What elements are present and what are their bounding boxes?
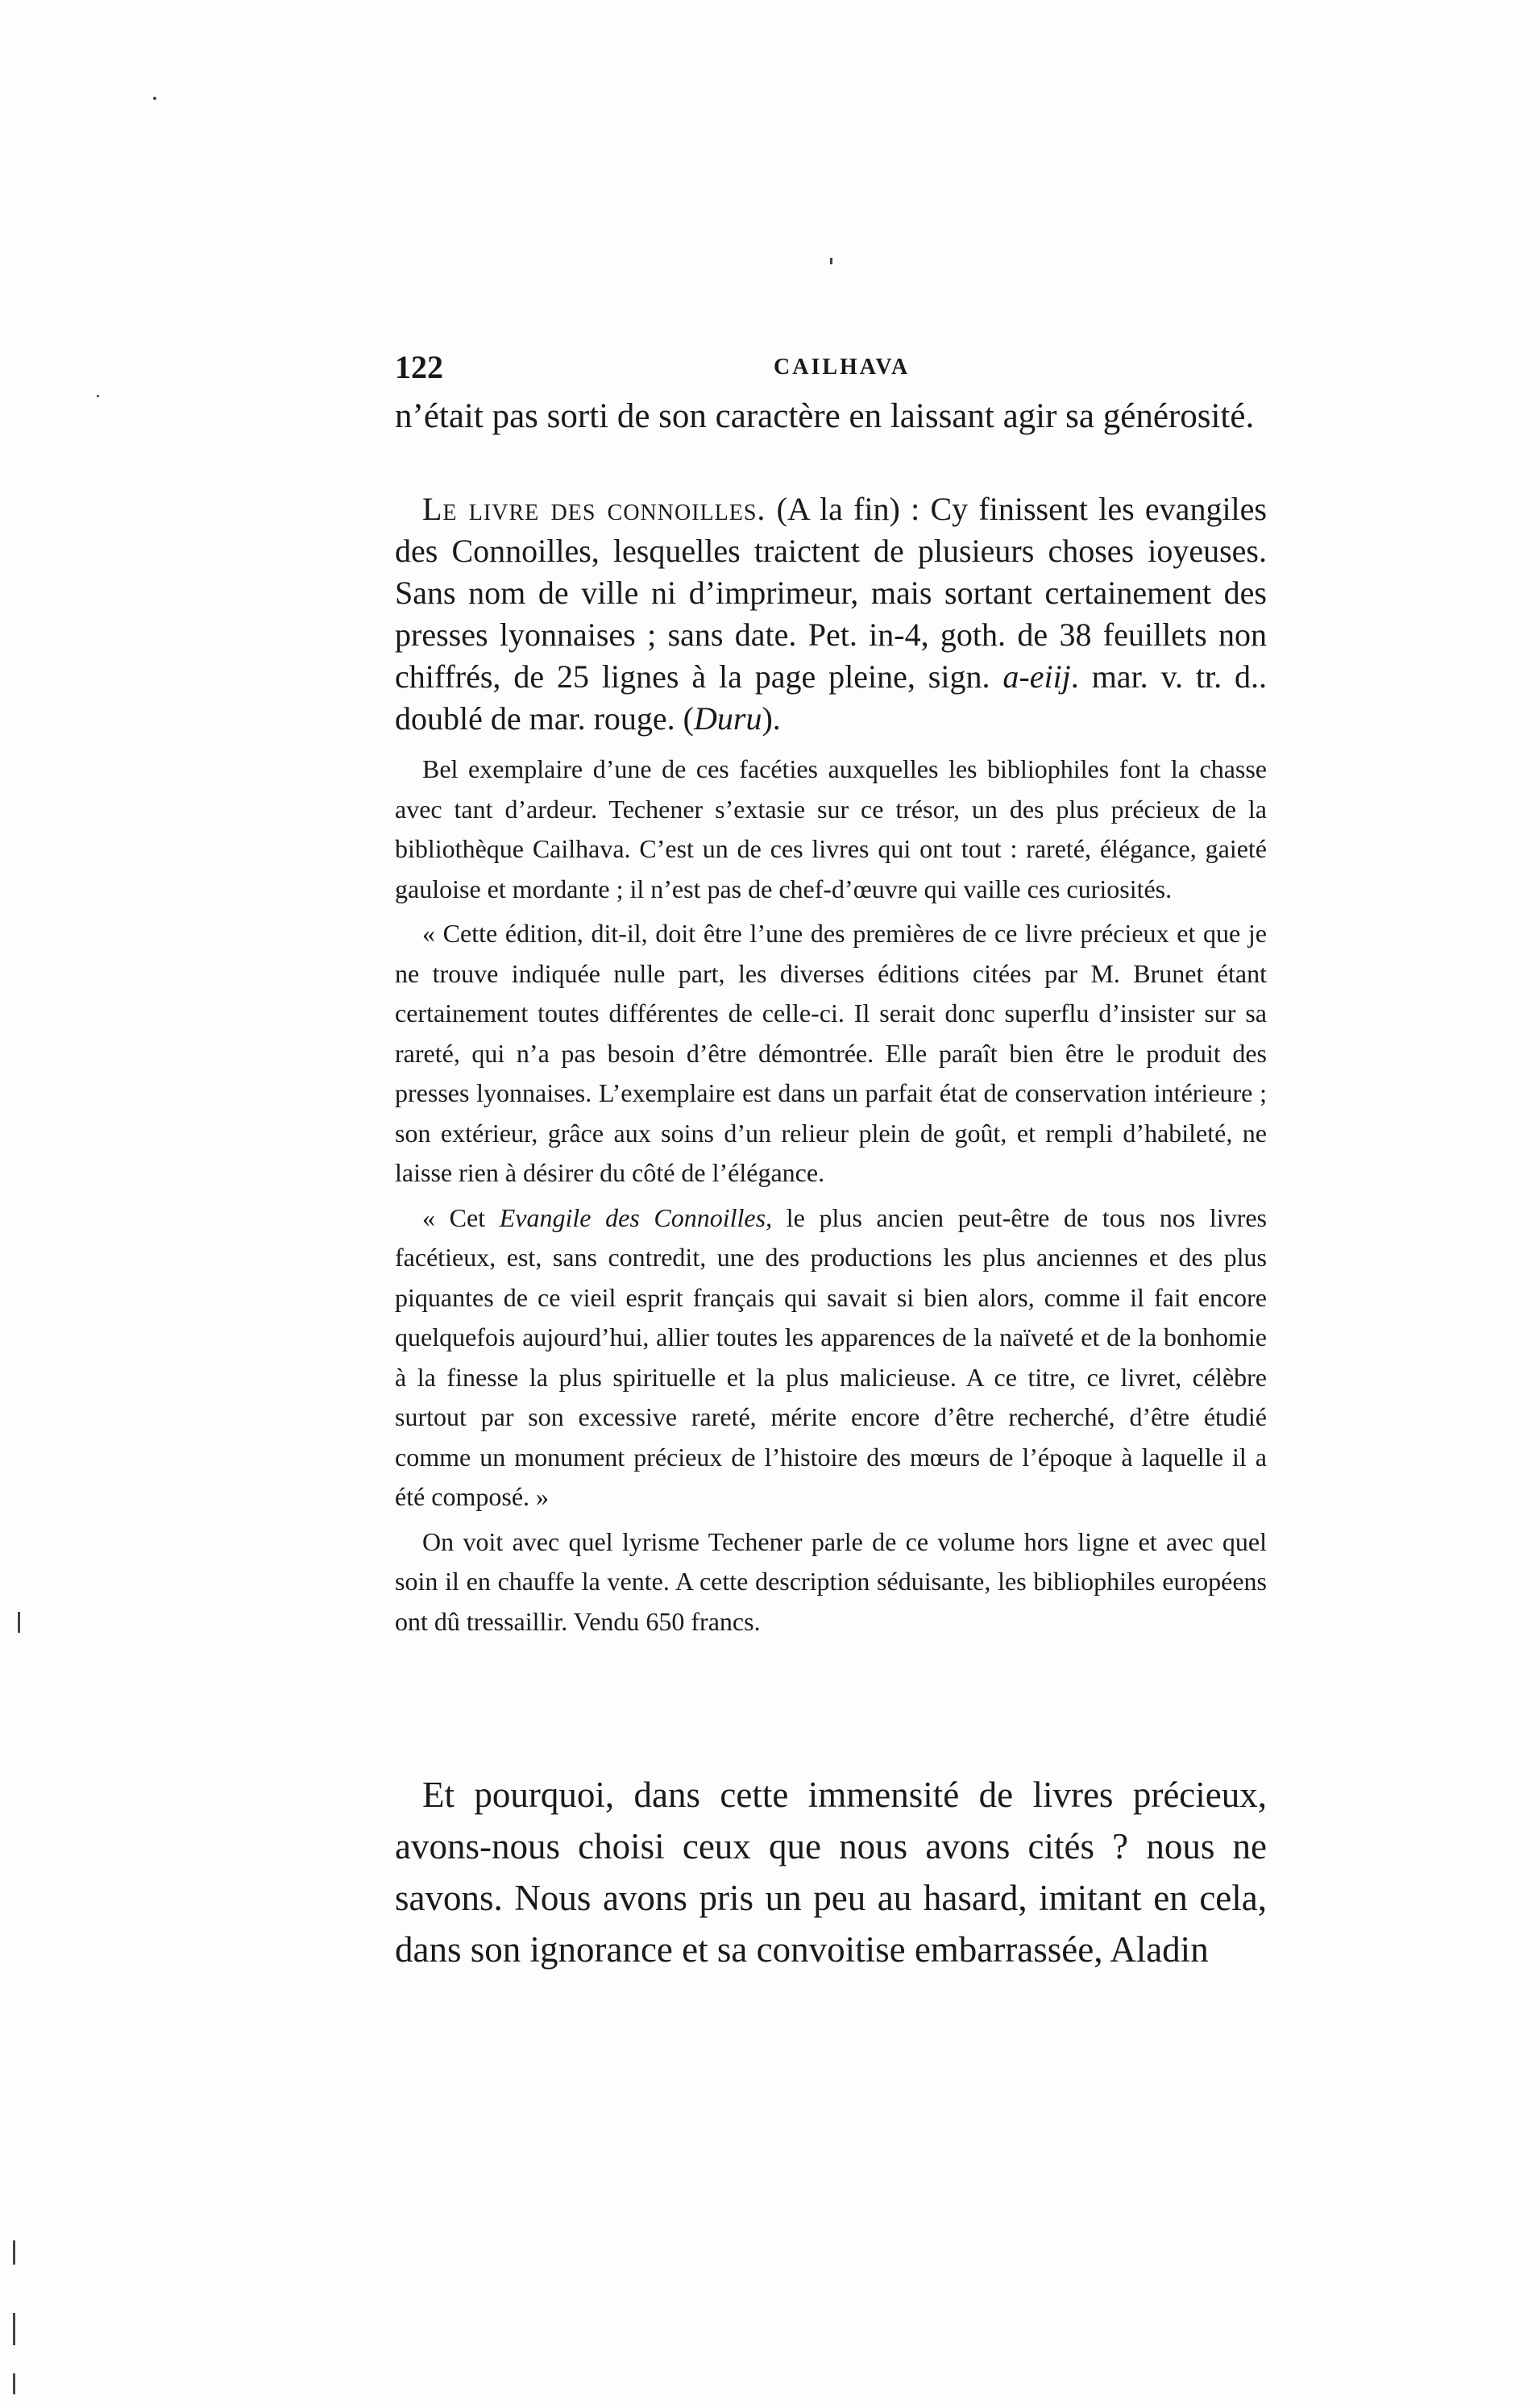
page-number: 122 [395, 349, 443, 385]
intro-paragraph [395, 395, 1267, 438]
running-title: CAILHAVA [774, 355, 911, 380]
entry-close: ). [762, 700, 781, 737]
note-3-rest: le plus ancien peut-être de tous nos livres facétieux, est, sans contredit, une des productions les plus anciennes et des plus piquantes de ce vieil esprit français qui savait si bien alors, comme il fait encore quelquefois aujourd’hui, allier toutes les apparences de la naïveté et de la bonhomie à la finesse la plus spirituelle et la plus malicieuse. A ce titre, ce livret, célèbre surtout par son excessive rareté, mérite encore d’être recherché, d’être étudié comme un monument précieux de l’histoire des mœurs de l’époque à laquelle il a été composé. » [395, 1202, 1268, 1511]
note-paragraph-2: « Cette édition, dit-il, doit être l’une des premières de ce livre précieux et que je ne trouve indiquée nulle part, les diverses éditions citées par M. Brunet étant certainement toutes différentes de celle-ci. Il serait donc superflu d’insister sur sa rareté, qui n’a pas besoin d’être démontrée. Elle paraît bien être le produit des presses lyonnaises. L’exemplaire est dans un parfait état de conservation intérieure ; son extérieur, grâce aux soins d’un relieur plein de goût, et rempli d’habileté, ne laisse rien à désirer du côté de l’élégance. [395, 919, 1267, 1187]
entry-description: (A la fin) : Cy finissent les evangiles des Connoilles, lesquelles traictent de plusieurs choses ioyeuses. Sans nom de ville ni d’imprimeur, mais sortant certainement des presses lyonnaises ; sans date. Pet. in-4, goth. de 38 feuillets non chiffrés, de 25 lignes à la page pleine, sign. [395, 491, 1267, 695]
margin-speck [13, 2240, 15, 2265]
intro-text: n’était pas sorti de son caractère en laissant agir sa générosité. [395, 397, 1255, 435]
margin-speck [13, 2373, 15, 2394]
entry-binding: . mar. v. tr. d.. doublé de mar. rouge. ( [395, 658, 1268, 737]
margin-speck [97, 395, 99, 397]
running-head [395, 348, 1267, 388]
margin-speck [18, 1612, 20, 1633]
closing-paragraph [395, 1769, 1267, 1975]
entry-notes [395, 749, 1267, 1646]
closing-text: Et pourquoi, dans cette immensité de livres précieux, avons-nous choisi ceux que nous avons cités ? nous ne savons. Nous avons pris un peu au hasard, imitant en cela, dans son ignorance et sa convoitise embarrassée, Aladin [395, 1775, 1267, 1970]
margin-speck [13, 2313, 15, 2345]
note-paragraph-3 [395, 1198, 1267, 1518]
entry-binder: Duru [694, 700, 762, 737]
entry-signatures: a-eiij [1002, 658, 1071, 695]
note-3-title: Evangile des Connoilles, [499, 1202, 773, 1232]
bibliographic-entry [395, 488, 1267, 740]
entry-title: Le livre des connoilles. [422, 491, 766, 527]
note-3-open: « Cet [422, 1202, 500, 1232]
note-paragraph-4: On voit avec quel lyrisme Techener parle de ce volume hors ligne et avec quel soin il en chauffe la vente. A cette description séduisante, les bibliophiles européens ont dû tressaillir. Vendu 650 francs. [395, 1526, 1267, 1636]
margin-speck [153, 97, 156, 100]
margin-speck [830, 258, 832, 264]
entry-text [395, 488, 1267, 740]
note-paragraph-1: Bel exemplaire d’une de ces facéties auxquelles les bibliophiles font la chasse avec tant d’ardeur. Techener s’extasie sur ce trésor, un des plus précieux de la bibliothèque Cailhava. C’est un de ces livres qui ont tout : rareté, élégance, gaieté gauloise et mordante ; il n’est pas de chef-d’œuvre qui vaille ces curiosités. [395, 754, 1267, 903]
